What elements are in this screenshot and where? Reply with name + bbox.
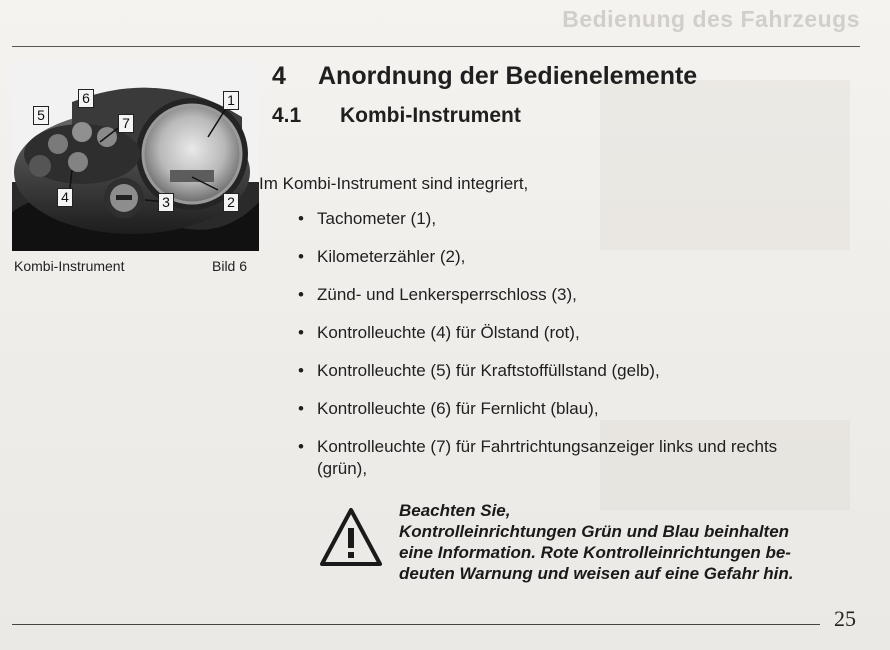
bullet-icon: • — [298, 285, 304, 304]
bullet-icon: • — [298, 437, 304, 456]
bullet-icon: • — [298, 247, 304, 266]
component-list — [296, 208, 816, 496]
list-item-text: Kontrolleuchte (4) für Ölstand (rot), — [317, 323, 580, 342]
instrument-illustration — [12, 62, 259, 251]
list-item-text: Kilometerzähler (2), — [317, 247, 466, 266]
section-title: Kombi-Instrument — [340, 104, 521, 127]
list-item — [296, 208, 816, 230]
chapter-title: Anordnung der Bedienelemente — [318, 62, 698, 90]
list-item — [296, 398, 816, 420]
warning-line: eine Information. Rote Kontrolleinrichtungen be- — [399, 543, 791, 562]
intro-paragraph: Im Kombi-Instrument sind integriert, — [259, 174, 529, 193]
callout-label-1: 1 — [223, 91, 239, 110]
list-item — [296, 360, 816, 382]
list-item — [296, 436, 816, 480]
list-item — [296, 322, 816, 344]
list-item-text: Kontrolleuchte (6) für Fernlicht (blau), — [317, 399, 599, 418]
list-item-text: Tachometer (1), — [317, 209, 437, 228]
bullet-icon: • — [298, 399, 304, 418]
warning-triangle-icon — [318, 506, 384, 570]
list-item — [296, 284, 816, 306]
callout-label-5: 5 — [33, 106, 49, 125]
figure-caption: Kombi-Instrument — [14, 258, 125, 274]
callout-label-4: 4 — [57, 188, 73, 207]
instrument-photo — [12, 62, 259, 251]
running-header: Bedienung des Fahrzeugs — [562, 6, 860, 32]
section-number: 4.1 — [272, 104, 302, 127]
callout-label-2: 2 — [223, 193, 239, 212]
list-item-text: Kontrolleuchte (7) für Fahrtrichtungsanzeiger links und rechts (grün), — [317, 437, 778, 478]
callout-label-6: 6 — [78, 89, 94, 108]
footer-rule — [12, 624, 820, 625]
bullet-icon: • — [298, 323, 304, 342]
warning-line: Beachten Sie, — [399, 501, 511, 520]
callout-label-3: 3 — [158, 193, 174, 212]
list-item — [296, 246, 816, 268]
callout-label-7: 7 — [118, 114, 134, 133]
warning-line: deuten Warnung und weisen auf eine Gefahr hin. — [399, 564, 794, 583]
list-item-text: Kontrolleuchte (5) für Kraftstoffüllstand (gelb), — [317, 361, 660, 380]
bullet-icon: • — [298, 361, 304, 380]
warning-note — [399, 500, 864, 584]
warning-line: Kontrolleinrichtungen Grün und Blau beinhalten — [399, 522, 790, 541]
page-number: 25 — [834, 606, 856, 631]
figure-number: Bild 6 — [212, 258, 248, 274]
bullet-icon: • — [298, 209, 304, 228]
list-item-text: Zünd- und Lenkersperrschloss (3), — [317, 285, 577, 304]
header-rule — [12, 46, 860, 47]
chapter-number: 4 — [272, 62, 286, 90]
